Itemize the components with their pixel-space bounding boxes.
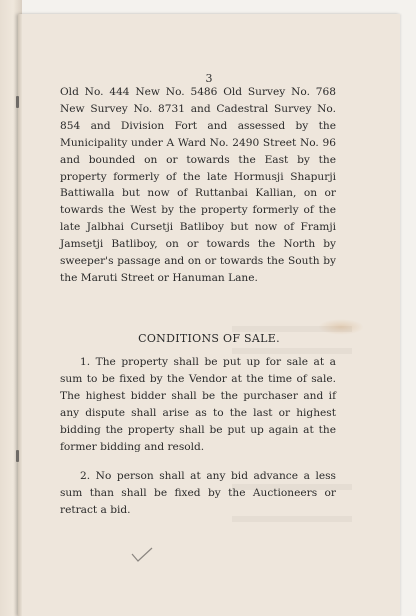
show-through-text	[232, 516, 352, 522]
condition-2: 2. No person shall at any bid advance a less sum than shall be fixed by the Auctioneers or retract a bid.	[60, 470, 336, 516]
pencil-check-mark	[130, 546, 154, 564]
binding-staple	[16, 96, 19, 108]
page-number: 3	[205, 72, 213, 85]
show-through-text	[232, 348, 352, 354]
condition-1: 1. The property shall be put up for sale at a sum to be fixed by the Vendor at the time of sale. The highest bidder shall be the purchaser and if any dispute shall arise as to the last or highest bidding the property shall be put up again at the former bidding and resold.	[60, 356, 336, 453]
conditions-heading: CONDITIONS OF SALE.	[138, 332, 280, 345]
property-description: Old No. 444 New No. 5486 Old Survey No. 768 New Survey No. 8731 and Cadestral Survey No. 854 and Division Fort and assessed by the Municipality under A Ward No. 2490 Street No. 96 and bounded on or towards the East by the property formerly of the late Hormusji Shapurji Battiwalla but now of Ruttanbai Kallian, on or towards the West by the property formerly of the late Jalbhai Cursetji Batliboy but now of Framji Jamsetji Batliboy, on or towards the North by sweeper's passage and on or towards the South by the Maruti Street or Hanuman Lane.	[60, 86, 336, 284]
paper-stain	[318, 319, 364, 335]
document-page	[18, 14, 400, 616]
show-through-text	[232, 484, 352, 490]
binding-staple	[16, 450, 19, 462]
